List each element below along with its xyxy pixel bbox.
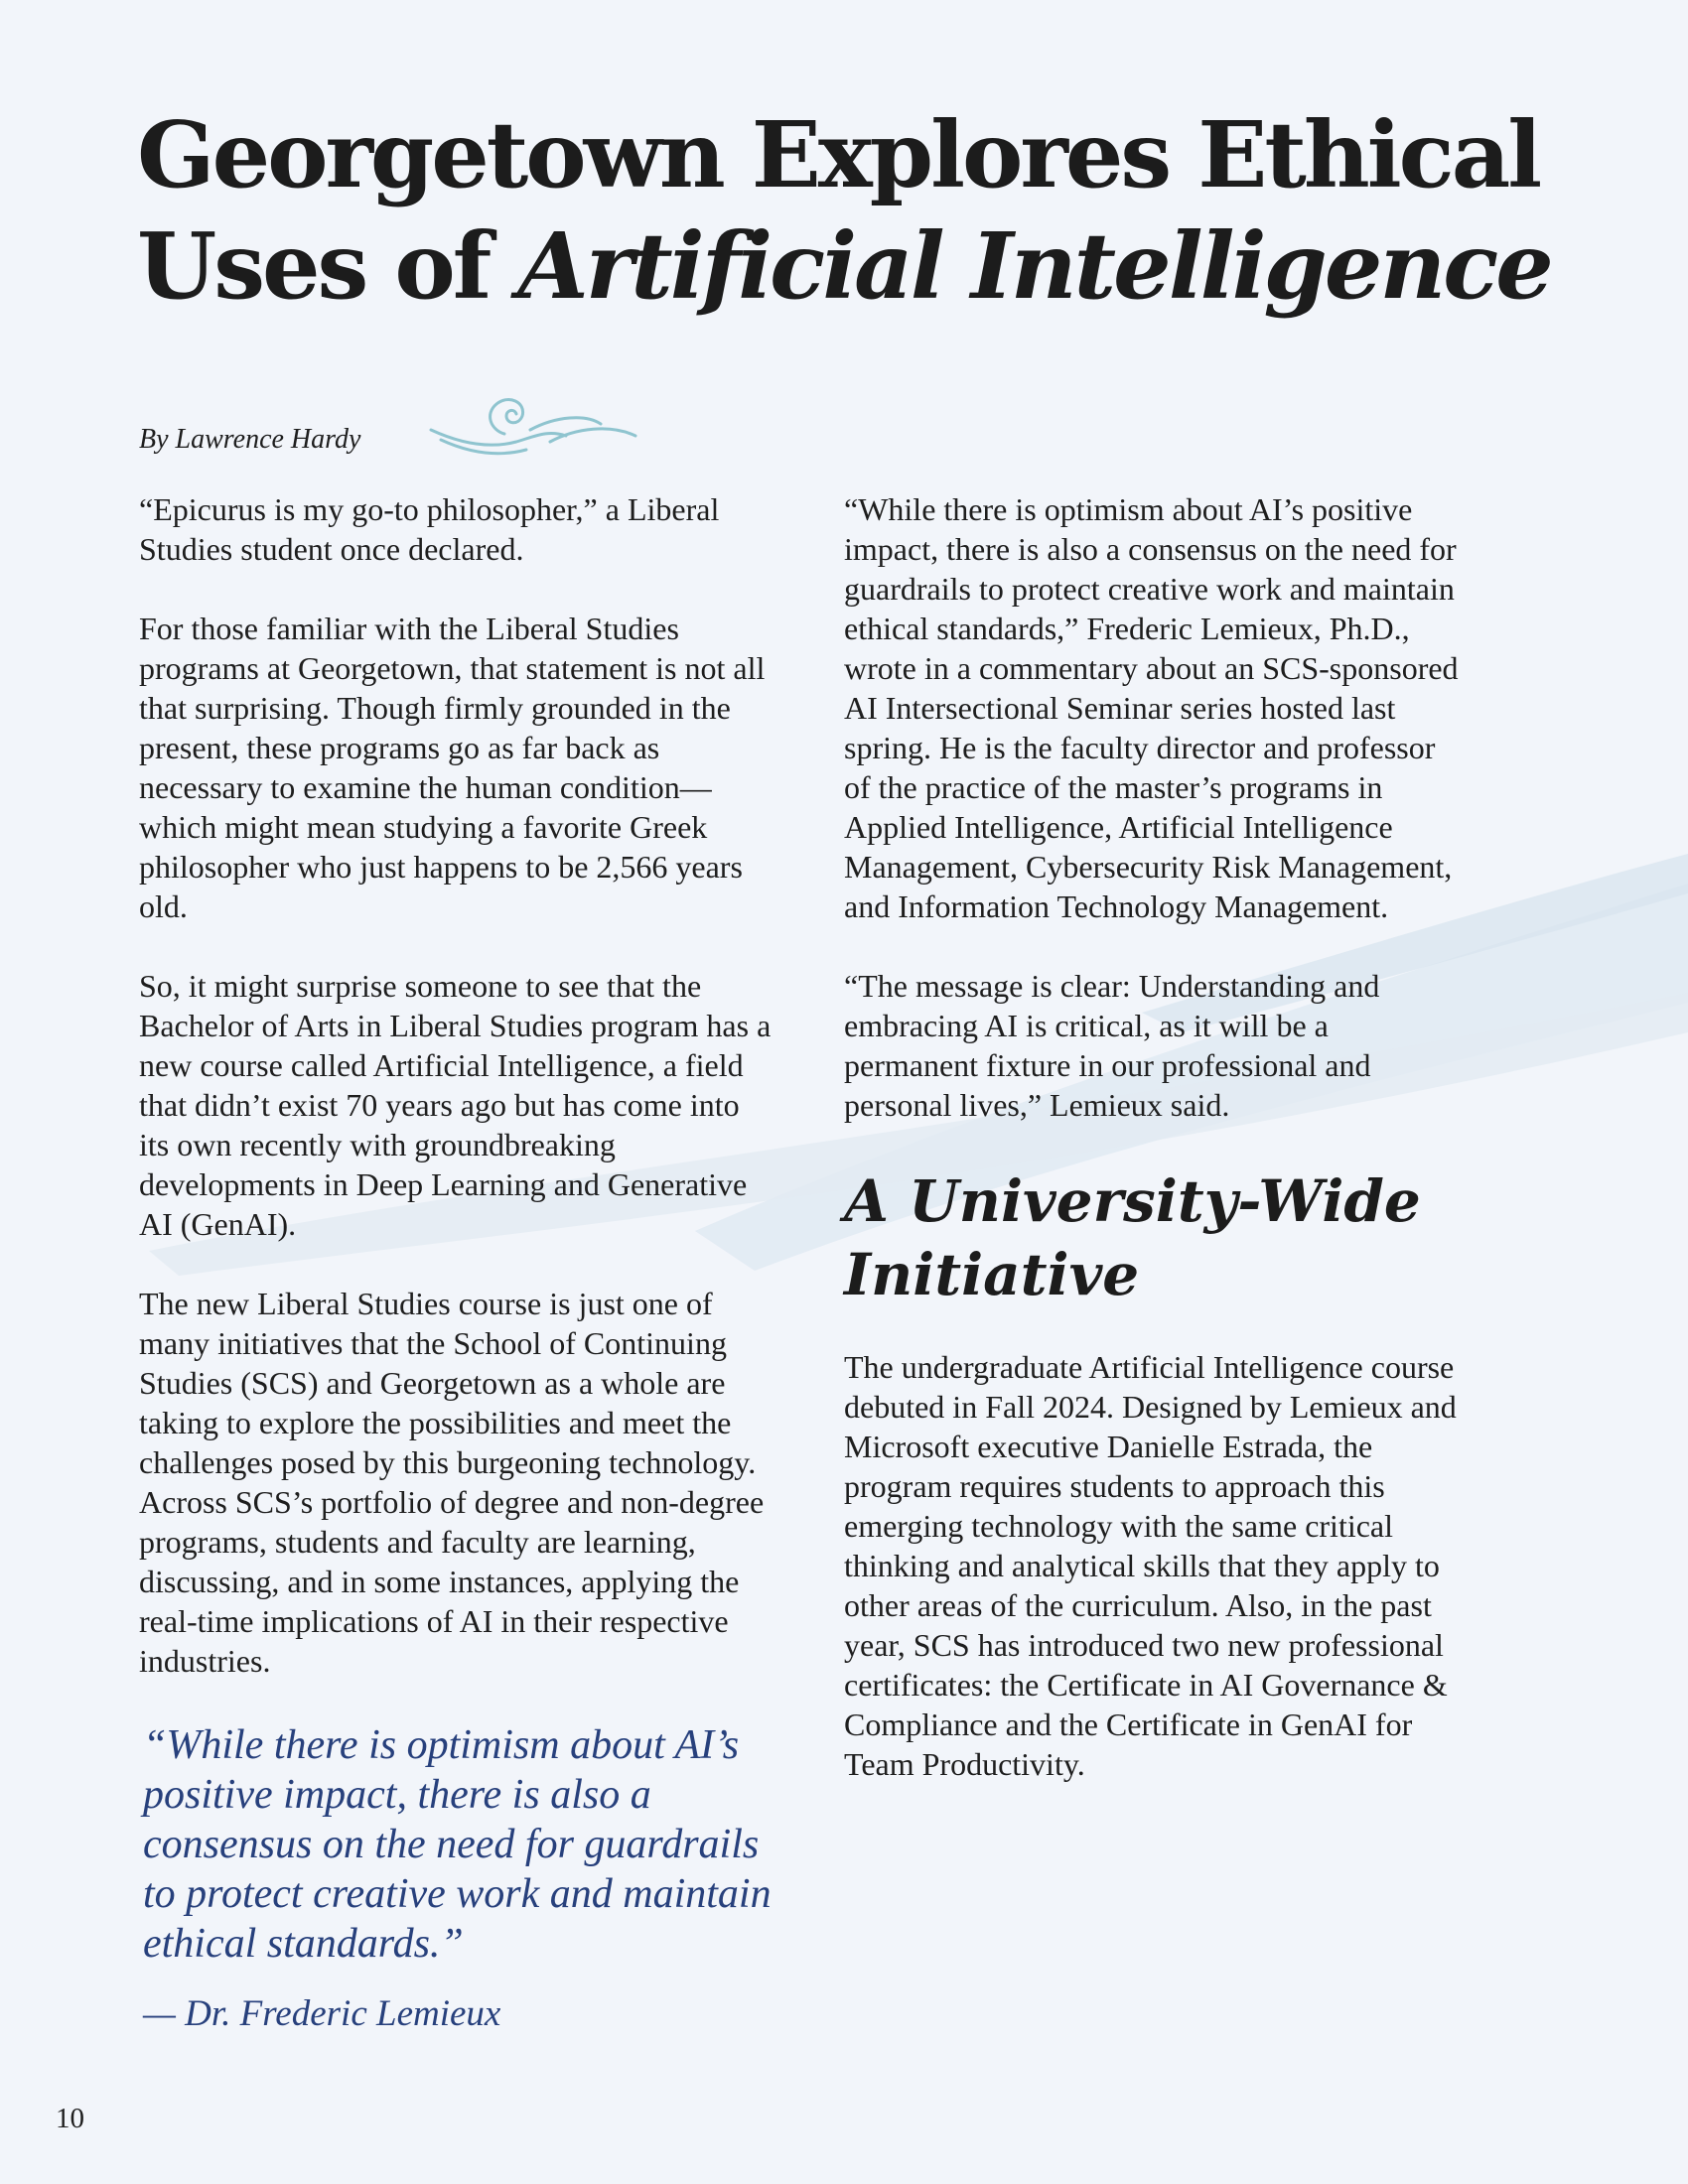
body-paragraph: For those familiar with the Liberal Studies programs at Georgetown, that statement is not all that surprising. Though firmly grounded in the present, these programs go as far back as necessary to examine the human condition—which might mean studying a favorite Greek philosopher who just happens to be 2,566 years old.: [139, 611, 766, 924]
page-number: 10: [56, 2103, 84, 2134]
body-paragraph: “The message is clear: Understanding and embracing AI is critical, as it will be a permanent fixture in our professional and personal lives,” Lemieux said.: [844, 968, 1380, 1123]
body-paragraph: “Epicurus is my go-to philosopher,” a Liberal Studies student once declared.: [139, 491, 720, 567]
body-paragraph: The undergraduate Artificial Intelligence course debuted in Fall 2024. Designed by Lemieux and Microsoft executive Danielle Estrada, the program requires students to approach this emerging technology with the same critical thinking and analytical skills that they apply to other areas of the curriculum. Also, in the past year, SCS has introduced two new professional certificates: the Certificate in AI Governance & Compliance and the Certificate in GenAI for Team Productivity.: [844, 1349, 1457, 1782]
body-paragraph: So, it might surprise someone to see that the Bachelor of Arts in Liberal Studies program has a new course called Artificial Intelligence, a field that didn’t exist 70 years ago but has come into its own recently with groundbreaking developments in Deep Learning and Generative AI (GenAI).: [139, 968, 772, 1242]
body-paragraph: The new Liberal Studies course is just one of many initiatives that the School of Continuing Studies (SCS) and Georgetown as a whole are taking to explore the possibilities and meet the challenges posed by this burgeoning technology. Across SCS’s portfolio of degree and non-degree programs, students and faculty are learning, discussing, and in some instances, applying the real-time implications of AI in their respective industries.: [139, 1286, 765, 1679]
byline: By Lawrence Hardy: [139, 424, 361, 455]
pull-quote: “While there is optimism about AI’s positive impact, there is also a consensus on the need for guardrails to protect creative work and maintain ethical standards.”: [143, 1722, 772, 1967]
title-line-2-plain: Uses of: [137, 212, 518, 320]
left-column: [139, 489, 774, 2034]
body-paragraph: “While there is optimism about AI’s positive impact, there is also a consensus on the need for guardrails to protect creative work and maintain ethical standards,” Frederic Lemieux, Ph.D., wrote in a commentary about an SCS-sponsored AI Intersectional Seminar series hosted last spring. He is the faculty director and professor of the practice of the master’s programs in Applied Intelligence, Artificial Intelligence Management, Cybersecurity Risk Management, and Information Technology Management.: [844, 491, 1459, 924]
title-line-2-italic: Artificial Intelligence: [517, 212, 1551, 320]
title-line-1: Georgetown Explores Ethical: [137, 101, 1540, 208]
wave-swirl-icon: [427, 390, 640, 462]
section-subheading: A University-Wide Initiative: [844, 1167, 1421, 1308]
right-column: [844, 489, 1460, 1824]
pull-quote-attribution: — Dr. Frederic Lemieux: [143, 1993, 501, 2034]
article-title: [137, 99, 1607, 322]
